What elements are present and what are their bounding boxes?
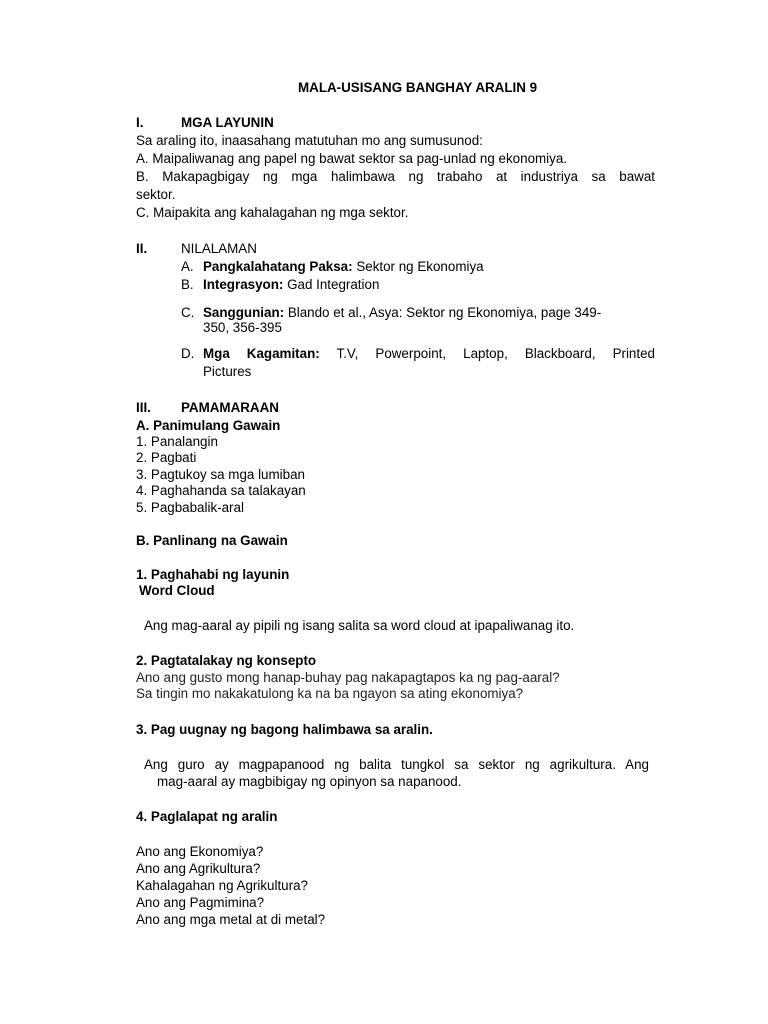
step-4-question: Ano ang mga metal at di metal? — [136, 912, 326, 927]
content-item-b — [203, 276, 379, 293]
step-3-text-line1: Ang guro ay magpapanood ng balita tungkol sa sektor ng agrikultura. Ang — [144, 757, 649, 772]
step-3-text-line2: mag-aaral ay magbibigay ng opinyon sa napanood. — [157, 774, 462, 789]
section-2-heading: NILALAMAN — [181, 241, 257, 256]
content-item-c-label: Sanggunian: — [203, 305, 285, 320]
subsection-b-heading: B. Panlinang na Gawain — [136, 533, 288, 548]
step-4-question: Kahalagahan ng Agrikultura? — [136, 878, 308, 893]
objective-b-line2: sektor. — [136, 187, 176, 202]
document-title: MALA-USISANG BANGHAY ARALIN 9 — [298, 80, 538, 95]
objective-c: C. Maipakita ang kahalagahan ng mga sektor. — [136, 205, 409, 220]
step-1-text: Ang mag-aaral ay pipili ng isang salita sa word cloud at ipapaliwanag ito. — [144, 618, 575, 633]
step-4-question: Ano ang Ekonomiya? — [136, 844, 264, 859]
step-1-heading: 1. Paghahabi ng layunin — [136, 567, 290, 582]
content-item-b-label: Integrasyon: — [203, 277, 284, 292]
step-3-heading: 3. Pag uugnay ng bagong halimbawa sa aralin. — [136, 722, 433, 737]
step-4-question: Ano ang Pagmimina? — [136, 895, 265, 910]
step-4-heading: 4. Paglalapat ng aralin — [136, 809, 278, 824]
section-1-number: I. — [136, 115, 144, 130]
content-item-c-text: Blando et al., Asya: Sektor ng Ekonomiya, page 349- — [284, 305, 602, 320]
content-item-d-label: Mga Kagamitan: — [203, 346, 320, 361]
subsection-a-heading: A. Panimulang Gawain — [136, 418, 281, 433]
content-item-a-text: Sektor ng Ekonomiya — [352, 259, 484, 274]
step-2-question: Ano ang gusto mong hanap-buhay pag nakapagtapos ka ng pag-aaral? — [136, 670, 560, 685]
list-item: 4. Paghahanda sa talakayan — [136, 483, 306, 498]
step-2-heading: 2. Pagtatalakay ng konsepto — [136, 653, 317, 668]
step-1-subheading: Word Cloud — [139, 583, 215, 598]
section-1-heading: MGA LAYUNIN — [181, 115, 274, 130]
list-item: 5. Pagbabalik-aral — [136, 500, 244, 515]
section-2-number: II. — [136, 241, 148, 256]
objective-a: A. Maipaliwanag ang papel ng bawat sektor sa pag-unlad ng ekonomiya. — [136, 151, 568, 166]
content-item-c-text-cont: 350, 356-395 — [203, 320, 282, 335]
content-item-c-letter: C. — [181, 305, 195, 320]
content-item-b-text: Gad Integration — [283, 277, 380, 292]
step-4-question: Ano ang Agrikultura? — [136, 861, 261, 876]
content-item-a-label: Pangkalahatang Paksa: — [203, 259, 353, 274]
section-3-heading: PAMAMARAAN — [181, 400, 279, 415]
objective-b-line1: B. Makapagbigay ng mga halimbawa ng trabaho at industriya sa bawat — [136, 169, 655, 184]
list-item: 3. Pagtukoy sa mga lumiban — [136, 467, 305, 482]
content-item-d-text-cont: Pictures — [203, 364, 252, 379]
step-2-question: Sa tingin mo nakakatulong ka na ba ngayon sa ating ekonomiya? — [136, 686, 524, 701]
list-item: 2. Pagbati — [136, 450, 197, 465]
section-3-number: III. — [136, 400, 151, 415]
section-1-intro: Sa araling ito, inaasahang matutuhan mo ang sumusunod: — [136, 133, 483, 148]
content-item-b-letter: B. — [181, 277, 194, 292]
content-item-d-text: T.V, Powerpoint, Laptop, Blackboard, Printed — [319, 346, 655, 361]
content-item-a — [203, 258, 484, 275]
content-item-d — [203, 345, 655, 362]
content-item-a-letter: A. — [181, 259, 194, 274]
content-item-d-letter: D. — [181, 346, 195, 361]
list-item: 1. Panalangin — [136, 434, 218, 449]
